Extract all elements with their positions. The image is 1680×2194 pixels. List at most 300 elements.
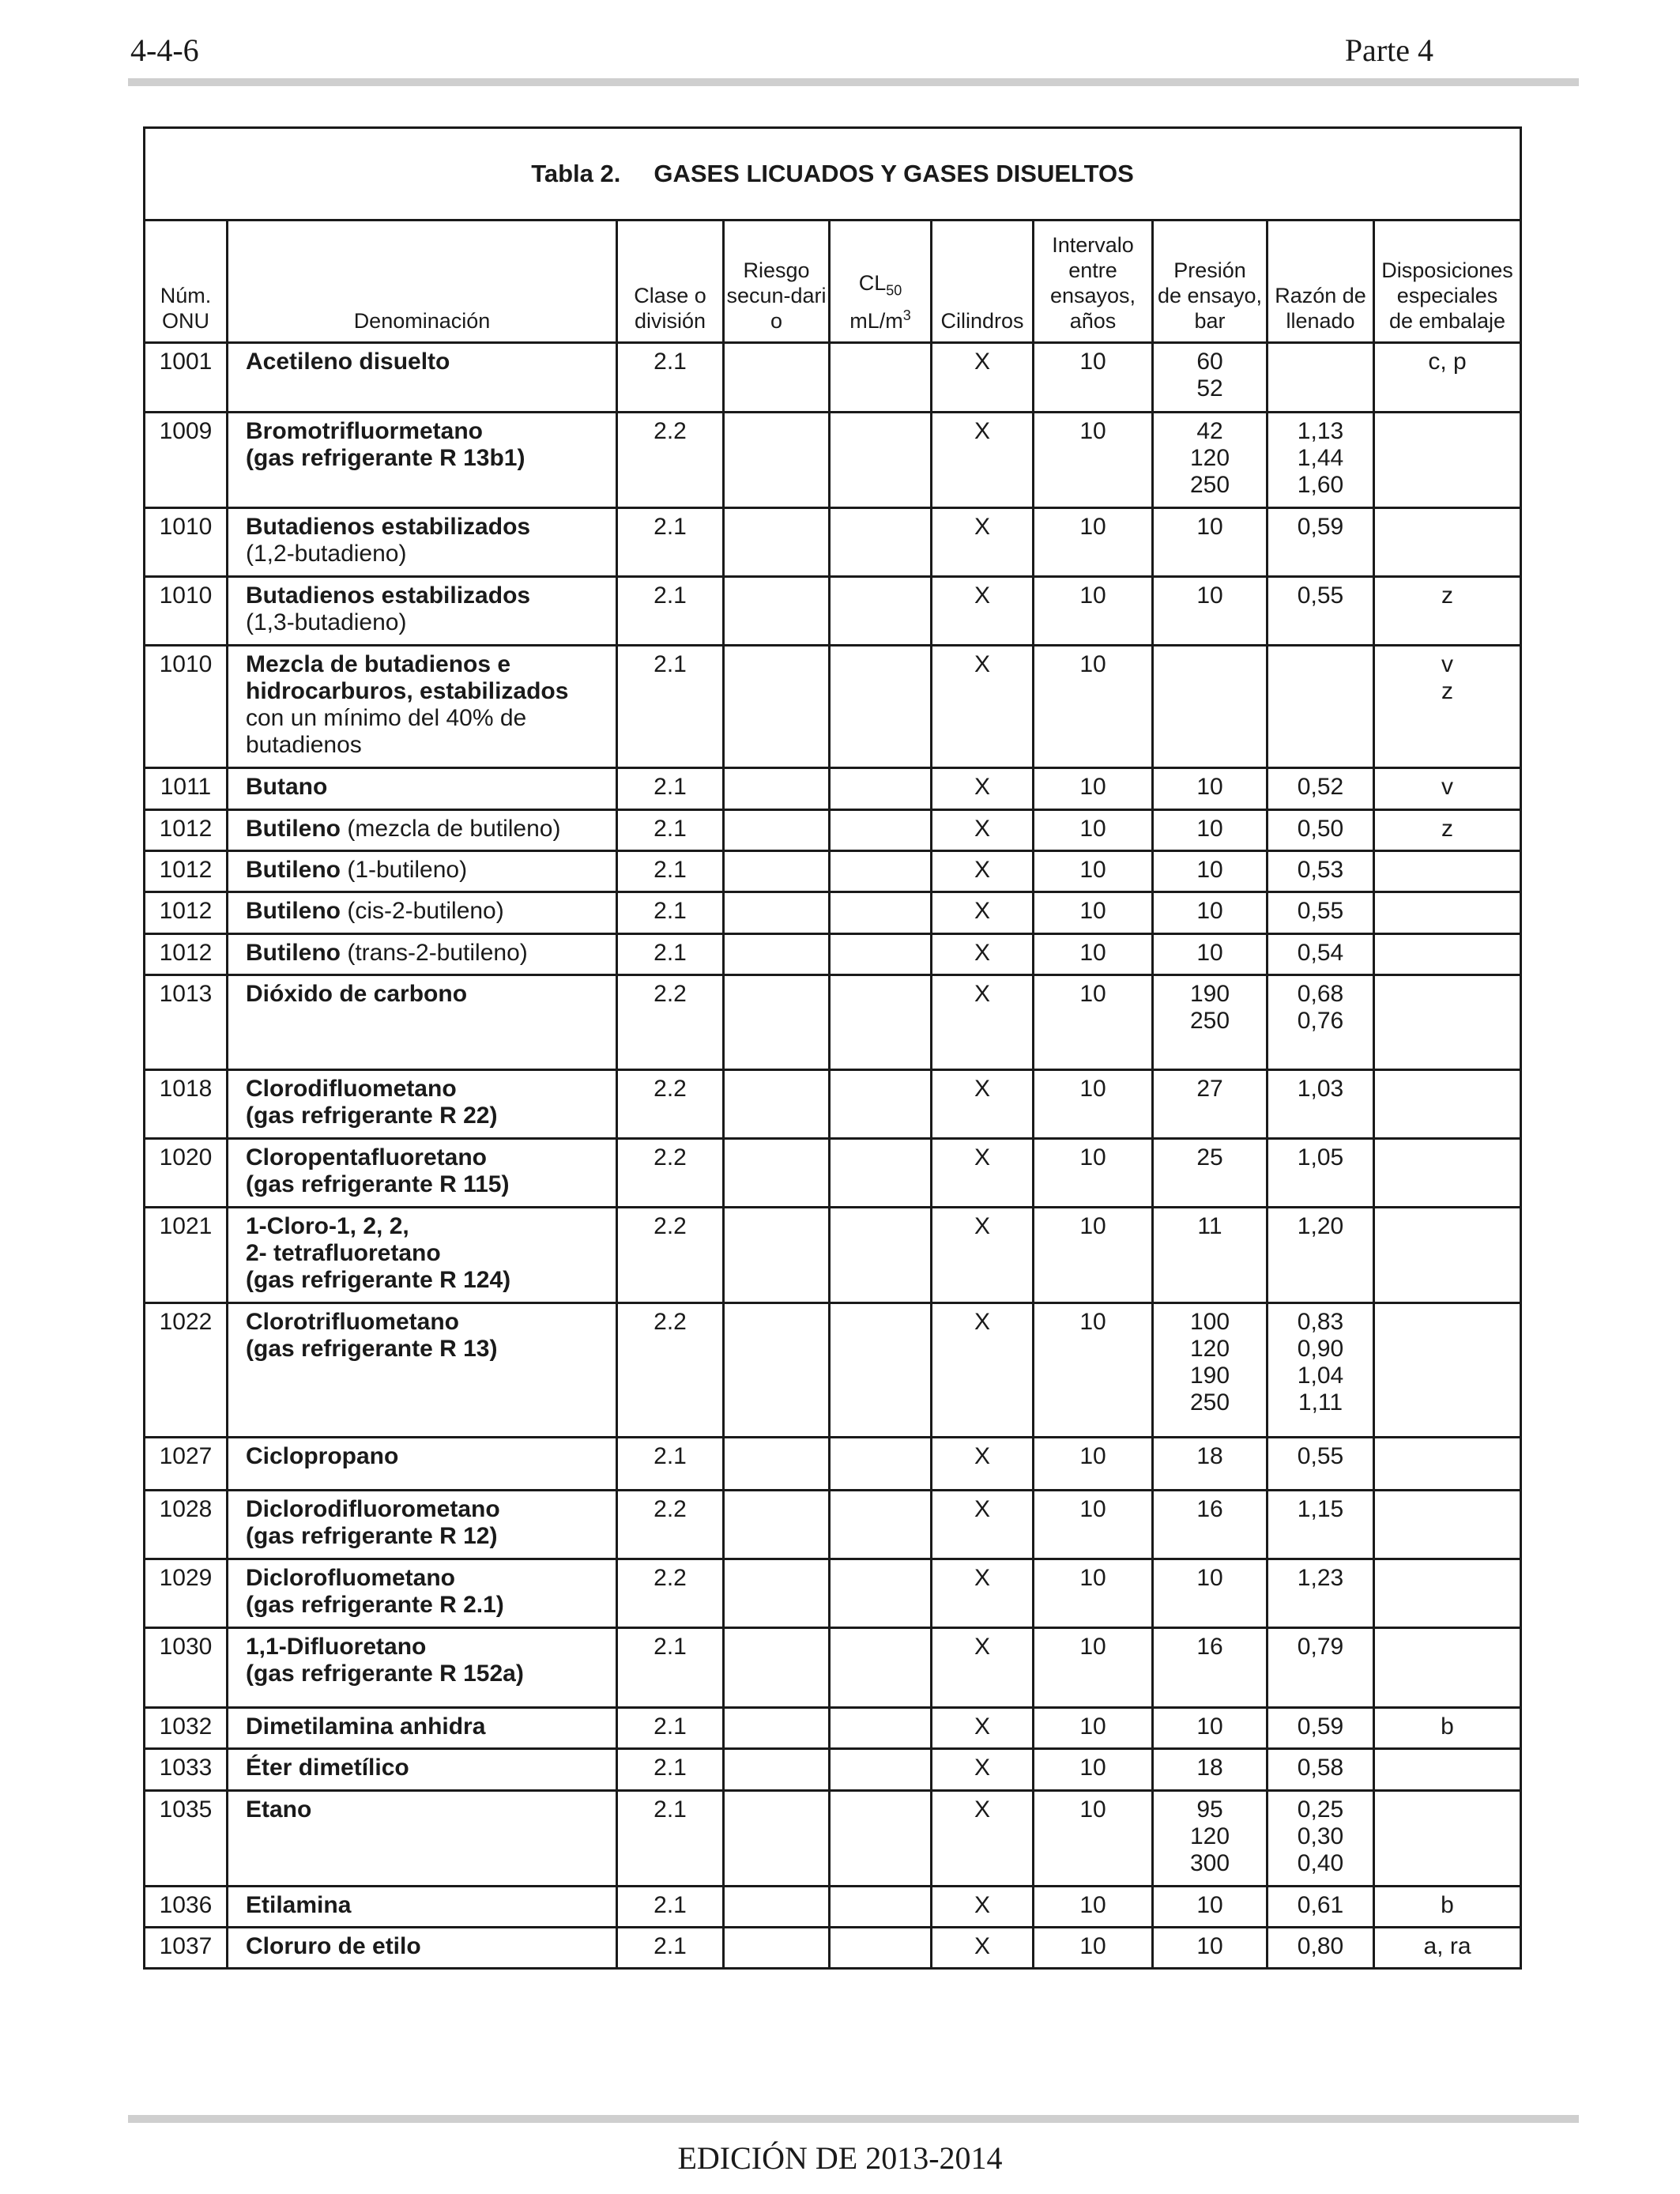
pressure-cell: 25 bbox=[1153, 1139, 1268, 1208]
cl50-cell bbox=[830, 810, 932, 851]
designation-cell bbox=[228, 975, 617, 1070]
col-header-class: Clase o división bbox=[617, 221, 724, 343]
designation-cell bbox=[228, 1628, 617, 1708]
col-header-cl50: $CL_{50}$ $mL/m^3$ bbox=[830, 221, 932, 343]
filling-ratio-cell: 1,23 bbox=[1268, 1559, 1374, 1628]
onu-number-cell: 1010 bbox=[145, 577, 228, 646]
table-title bbox=[145, 128, 1521, 221]
special-provisions-cell bbox=[1374, 1139, 1521, 1208]
pressure-cell: 16 bbox=[1153, 1491, 1268, 1559]
interval-cell: 10 bbox=[1034, 1628, 1153, 1708]
special-provisions-cell bbox=[1374, 1559, 1521, 1628]
designation-line: (gas refrigerante R 13b1) bbox=[246, 445, 525, 471]
class-cell: 2.2 bbox=[617, 1070, 724, 1139]
designation-line: hidrocarburos, estabilizados bbox=[246, 678, 569, 704]
designation-line: Clorotrifluometano bbox=[246, 1309, 459, 1335]
cylinders-cell: X bbox=[932, 1708, 1034, 1749]
col-header-name: Denominación bbox=[228, 221, 617, 343]
cylinders-cell: X bbox=[932, 1928, 1034, 1969]
pressure-cell: 60 52 bbox=[1153, 343, 1268, 413]
cl50-cell bbox=[830, 934, 932, 975]
pressure-cell: 10 bbox=[1153, 1887, 1268, 1928]
cl50-cell bbox=[830, 1208, 932, 1303]
designation-line: Diclorofluometano bbox=[246, 1565, 456, 1591]
pressure-cell: 10 bbox=[1153, 1559, 1268, 1628]
interval-cell: 10 bbox=[1034, 934, 1153, 975]
interval-cell: 10 bbox=[1034, 851, 1153, 892]
interval-cell: 10 bbox=[1034, 768, 1153, 810]
designation-cell bbox=[228, 768, 617, 810]
class-cell: 2.1 bbox=[617, 1438, 724, 1491]
filling-ratio-cell: 0,59 bbox=[1268, 1708, 1374, 1749]
class-cell: 2.1 bbox=[617, 810, 724, 851]
cl50-cell bbox=[830, 1491, 932, 1559]
designation-cell bbox=[228, 892, 617, 934]
designation-cell bbox=[228, 1491, 617, 1559]
class-cell: 2.2 bbox=[617, 413, 724, 508]
designation-cell bbox=[228, 1887, 617, 1928]
onu-number-cell: 1021 bbox=[145, 1208, 228, 1303]
designation-cell bbox=[228, 577, 617, 646]
designation-line: Ciclopropano bbox=[246, 1443, 399, 1469]
table-row bbox=[145, 1303, 1521, 1438]
interval-cell: 10 bbox=[1034, 810, 1153, 851]
designation-line: Éter dimetílico bbox=[246, 1755, 409, 1781]
special-provisions-cell: b bbox=[1374, 1708, 1521, 1749]
cl50-cell bbox=[830, 1887, 932, 1928]
page-number: 4-4-6 bbox=[130, 32, 199, 68]
secondary-risk-cell bbox=[724, 934, 830, 975]
special-provisions-cell bbox=[1374, 1438, 1521, 1491]
designation-cell bbox=[228, 1438, 617, 1491]
table-row bbox=[145, 1887, 1521, 1928]
special-provisions-cell: a, ra bbox=[1374, 1928, 1521, 1969]
table-row bbox=[145, 577, 1521, 646]
filling-ratio-cell: 0,55 bbox=[1268, 1438, 1374, 1491]
cl50-cell bbox=[830, 1628, 932, 1708]
cylinders-cell: X bbox=[932, 1628, 1034, 1708]
special-provisions-cell bbox=[1374, 975, 1521, 1070]
special-provisions-cell: v z bbox=[1374, 646, 1521, 768]
class-cell: 2.1 bbox=[617, 343, 724, 413]
special-provisions-cell bbox=[1374, 1749, 1521, 1791]
secondary-risk-cell bbox=[724, 1928, 830, 1969]
col-header-ratio: Razón de llenado bbox=[1268, 221, 1374, 343]
secondary-risk-cell bbox=[724, 577, 830, 646]
interval-cell: 10 bbox=[1034, 1887, 1153, 1928]
onu-number-cell: 1012 bbox=[145, 892, 228, 934]
onu-number-cell: 1009 bbox=[145, 413, 228, 508]
cylinders-cell: X bbox=[932, 1438, 1034, 1491]
designation-line: Cloropentafluoretano bbox=[246, 1144, 487, 1171]
interval-cell: 10 bbox=[1034, 1749, 1153, 1791]
filling-ratio-cell: 0,52 bbox=[1268, 768, 1374, 810]
cl50-cell bbox=[830, 851, 932, 892]
cl50-cell bbox=[830, 1928, 932, 1969]
pressure-cell: 190 250 bbox=[1153, 975, 1268, 1070]
filling-ratio-cell: 0,61 bbox=[1268, 1887, 1374, 1928]
pressure-cell bbox=[1153, 646, 1268, 768]
onu-number-cell: 1022 bbox=[145, 1303, 228, 1438]
class-cell: 2.1 bbox=[617, 768, 724, 810]
designation-cell bbox=[228, 508, 617, 577]
secondary-risk-cell bbox=[724, 343, 830, 413]
onu-number-cell: 1020 bbox=[145, 1139, 228, 1208]
designation-line: Etilamina bbox=[246, 1892, 352, 1918]
designation-line: Acetileno disuelto bbox=[246, 349, 450, 375]
designation-cell bbox=[228, 1749, 617, 1791]
class-cell: 2.1 bbox=[617, 1791, 724, 1887]
designation-line: Etano bbox=[246, 1796, 312, 1823]
pressure-cell: 42 120 250 bbox=[1153, 413, 1268, 508]
designation-line: 1,1-Difluoretano bbox=[246, 1634, 427, 1660]
filling-ratio-cell: 0,54 bbox=[1268, 934, 1374, 975]
designation-line: (gas refrigerante R 152a) bbox=[246, 1661, 524, 1687]
filling-ratio-cell: 1,13 1,44 1,60 bbox=[1268, 413, 1374, 508]
special-provisions-cell bbox=[1374, 851, 1521, 892]
special-provisions-cell bbox=[1374, 892, 1521, 934]
onu-number-cell: 1012 bbox=[145, 934, 228, 975]
col-header-risk: Riesgo secun-dari o bbox=[724, 221, 830, 343]
cylinders-cell: X bbox=[932, 1559, 1034, 1628]
interval-cell: 10 bbox=[1034, 646, 1153, 768]
onu-number-cell: 1030 bbox=[145, 1628, 228, 1708]
designation-line: Butileno (cis-2-butileno) bbox=[246, 898, 504, 924]
secondary-risk-cell bbox=[724, 1708, 830, 1749]
designation-line: Mezcla de butadienos e bbox=[246, 651, 511, 677]
designation-cell bbox=[228, 810, 617, 851]
cl50-cell bbox=[830, 646, 932, 768]
designation-line: (gas refrigerante R 2.1) bbox=[246, 1592, 504, 1618]
interval-cell: 10 bbox=[1034, 892, 1153, 934]
interval-cell: 10 bbox=[1034, 508, 1153, 577]
table-row bbox=[145, 1070, 1521, 1139]
interval-cell: 10 bbox=[1034, 1559, 1153, 1628]
pressure-cell: 11 bbox=[1153, 1208, 1268, 1303]
filling-ratio-cell: 1,20 bbox=[1268, 1208, 1374, 1303]
designation-cell bbox=[228, 1208, 617, 1303]
cl50-cell bbox=[830, 508, 932, 577]
class-cell: 2.1 bbox=[617, 646, 724, 768]
onu-number-cell: 1027 bbox=[145, 1438, 228, 1491]
designation-cell bbox=[228, 851, 617, 892]
cl50-cell bbox=[830, 413, 932, 508]
designation-line: (gas refrigerante R 115) bbox=[246, 1171, 510, 1197]
cl50-cell bbox=[830, 1791, 932, 1887]
header-rule bbox=[128, 78, 1579, 86]
filling-ratio-cell: 0,50 bbox=[1268, 810, 1374, 851]
edition-footer: EDICIÓN DE 2013-2014 bbox=[677, 2140, 1003, 2176]
onu-number-cell: 1010 bbox=[145, 508, 228, 577]
onu-number-cell: 1029 bbox=[145, 1559, 228, 1628]
footer-rule bbox=[128, 2115, 1579, 2123]
secondary-risk-cell bbox=[724, 508, 830, 577]
col-header-provisions: Disposiciones especiales de embalaje bbox=[1374, 221, 1521, 343]
special-provisions-cell: z bbox=[1374, 810, 1521, 851]
designation-line: 1-Cloro-1, 2, 2, bbox=[246, 1213, 409, 1239]
designation-line: (1,2-butadieno) bbox=[246, 541, 407, 567]
table-row bbox=[145, 810, 1521, 851]
filling-ratio-cell: 0,80 bbox=[1268, 1928, 1374, 1969]
designation-line: Cloruro de etilo bbox=[246, 1933, 421, 1959]
table-title-text: GASES LICUADOS Y GASES DISUELTOS bbox=[654, 160, 1134, 187]
table-row bbox=[145, 1208, 1521, 1303]
special-provisions-cell: b bbox=[1374, 1887, 1521, 1928]
pressure-cell: 10 bbox=[1153, 1708, 1268, 1749]
secondary-risk-cell bbox=[724, 1208, 830, 1303]
special-provisions-cell: c, p bbox=[1374, 343, 1521, 413]
table-row bbox=[145, 1438, 1521, 1491]
table-row bbox=[145, 1791, 1521, 1887]
secondary-risk-cell bbox=[724, 1628, 830, 1708]
designation-line: Diclorodifluorometano bbox=[246, 1496, 500, 1522]
designation-cell bbox=[228, 1708, 617, 1749]
table-row bbox=[145, 975, 1521, 1070]
secondary-risk-cell bbox=[724, 1438, 830, 1491]
designation-line: Butano bbox=[246, 774, 328, 800]
table-title-number: Tabla 2. bbox=[531, 160, 621, 187]
designation-cell bbox=[228, 1928, 617, 1969]
filling-ratio-cell: 1,03 bbox=[1268, 1070, 1374, 1139]
class-cell: 2.1 bbox=[617, 1708, 724, 1749]
interval-cell: 10 bbox=[1034, 1708, 1153, 1749]
class-cell: 2.2 bbox=[617, 975, 724, 1070]
cl50-cell bbox=[830, 1708, 932, 1749]
filling-ratio-cell: 0,83 0,90 1,04 1,11 bbox=[1268, 1303, 1374, 1438]
pressure-cell: 10 bbox=[1153, 810, 1268, 851]
table-row bbox=[145, 1628, 1521, 1708]
cl50-cell bbox=[830, 975, 932, 1070]
cylinders-cell: X bbox=[932, 646, 1034, 768]
class-cell: 2.1 bbox=[617, 934, 724, 975]
designation-line: con un mínimo del 40% de bbox=[246, 705, 527, 731]
designation-cell bbox=[228, 413, 617, 508]
gases-table bbox=[143, 126, 1522, 1970]
secondary-risk-cell bbox=[724, 1887, 830, 1928]
cylinders-cell: X bbox=[932, 1208, 1034, 1303]
pressure-cell: 16 bbox=[1153, 1628, 1268, 1708]
cylinders-cell: X bbox=[932, 577, 1034, 646]
designation-line: (gas refrigerante R 22) bbox=[246, 1103, 498, 1129]
secondary-risk-cell bbox=[724, 1303, 830, 1438]
pressure-cell: 10 bbox=[1153, 934, 1268, 975]
cylinders-cell: X bbox=[932, 1070, 1034, 1139]
pressure-cell: 18 bbox=[1153, 1749, 1268, 1791]
filling-ratio-cell bbox=[1268, 646, 1374, 768]
table-row bbox=[145, 1749, 1521, 1791]
secondary-risk-cell bbox=[724, 768, 830, 810]
class-cell: 2.1 bbox=[617, 1628, 724, 1708]
onu-number-cell: 1010 bbox=[145, 646, 228, 768]
table-row bbox=[145, 413, 1521, 508]
interval-cell: 10 bbox=[1034, 577, 1153, 646]
secondary-risk-cell bbox=[724, 892, 830, 934]
part-label: Parte 4 bbox=[1344, 32, 1433, 68]
interval-cell: 10 bbox=[1034, 1303, 1153, 1438]
filling-ratio-cell: 0,55 bbox=[1268, 577, 1374, 646]
col-header-cylinders: Cilindros bbox=[932, 221, 1034, 343]
table-row bbox=[145, 1491, 1521, 1559]
col-header-pressure: Presión de ensayo, bar bbox=[1153, 221, 1268, 343]
designation-line: Butadienos estabilizados bbox=[246, 514, 531, 540]
designation-line: (gas refrigerante R 13) bbox=[246, 1336, 498, 1362]
cylinders-cell: X bbox=[932, 1139, 1034, 1208]
col-header-interval: Intervalo entre ensayos, años bbox=[1034, 221, 1153, 343]
interval-cell: 10 bbox=[1034, 413, 1153, 508]
table-row bbox=[145, 1928, 1521, 1969]
secondary-risk-cell bbox=[724, 851, 830, 892]
table-row bbox=[145, 1708, 1521, 1749]
class-cell: 2.1 bbox=[617, 1749, 724, 1791]
cylinders-cell: X bbox=[932, 975, 1034, 1070]
designation-cell bbox=[228, 1303, 617, 1438]
filling-ratio-cell: 0,79 bbox=[1268, 1628, 1374, 1708]
filling-ratio-cell: 0,53 bbox=[1268, 851, 1374, 892]
class-cell: 2.2 bbox=[617, 1208, 724, 1303]
cl50-cell bbox=[830, 577, 932, 646]
filling-ratio-cell: 0,25 0,30 0,40 bbox=[1268, 1791, 1374, 1887]
filling-ratio-cell: 0,58 bbox=[1268, 1749, 1374, 1791]
onu-number-cell: 1037 bbox=[145, 1928, 228, 1969]
table-row bbox=[145, 934, 1521, 975]
table-row bbox=[145, 892, 1521, 934]
col-header-onu: Núm. ONU bbox=[145, 221, 228, 343]
designation-line: (1,3-butadieno) bbox=[246, 609, 407, 635]
designation-cell bbox=[228, 1070, 617, 1139]
onu-number-cell: 1035 bbox=[145, 1791, 228, 1887]
cl50-cell bbox=[830, 1438, 932, 1491]
table-row bbox=[145, 646, 1521, 768]
filling-ratio-cell: 0,55 bbox=[1268, 892, 1374, 934]
secondary-risk-cell bbox=[724, 975, 830, 1070]
special-provisions-cell bbox=[1374, 1303, 1521, 1438]
onu-number-cell: 1032 bbox=[145, 1708, 228, 1749]
cl50-cell bbox=[830, 768, 932, 810]
secondary-risk-cell bbox=[724, 1139, 830, 1208]
secondary-risk-cell bbox=[724, 1559, 830, 1628]
interval-cell: 10 bbox=[1034, 1438, 1153, 1491]
cylinders-cell: X bbox=[932, 508, 1034, 577]
cylinders-cell: X bbox=[932, 343, 1034, 413]
class-cell: 2.1 bbox=[617, 851, 724, 892]
special-provisions-cell bbox=[1374, 934, 1521, 975]
cylinders-cell: X bbox=[932, 1303, 1034, 1438]
table-row bbox=[145, 851, 1521, 892]
secondary-risk-cell bbox=[724, 646, 830, 768]
table-row bbox=[145, 343, 1521, 413]
onu-number-cell: 1012 bbox=[145, 810, 228, 851]
secondary-risk-cell bbox=[724, 1491, 830, 1559]
designation-line: butadienos bbox=[246, 732, 362, 758]
pressure-cell: 95 120 300 bbox=[1153, 1791, 1268, 1887]
onu-number-cell: 1013 bbox=[145, 975, 228, 1070]
table-row bbox=[145, 508, 1521, 577]
secondary-risk-cell bbox=[724, 810, 830, 851]
table-row bbox=[145, 768, 1521, 810]
secondary-risk-cell bbox=[724, 1070, 830, 1139]
interval-cell: 10 bbox=[1034, 343, 1153, 413]
cylinders-cell: X bbox=[932, 892, 1034, 934]
cl50-cell bbox=[830, 1139, 932, 1208]
pressure-cell: 10 bbox=[1153, 508, 1268, 577]
designation-cell bbox=[228, 1559, 617, 1628]
interval-cell: 10 bbox=[1034, 1791, 1153, 1887]
onu-number-cell: 1011 bbox=[145, 768, 228, 810]
cylinders-cell: X bbox=[932, 1749, 1034, 1791]
special-provisions-cell: v bbox=[1374, 768, 1521, 810]
special-provisions-cell bbox=[1374, 1208, 1521, 1303]
class-cell: 2.1 bbox=[617, 577, 724, 646]
secondary-risk-cell bbox=[724, 1749, 830, 1791]
class-cell: 2.1 bbox=[617, 1928, 724, 1969]
cylinders-cell: X bbox=[932, 1791, 1034, 1887]
designation-line: Dióxido de carbono bbox=[246, 981, 468, 1007]
pressure-cell: 100 120 190 250 bbox=[1153, 1303, 1268, 1438]
cylinders-cell: X bbox=[932, 934, 1034, 975]
cylinders-cell: X bbox=[932, 1491, 1034, 1559]
cl50-cell bbox=[830, 1303, 932, 1438]
designation-cell bbox=[228, 934, 617, 975]
class-cell: 2.1 bbox=[617, 508, 724, 577]
filling-ratio-cell: 0,59 bbox=[1268, 508, 1374, 577]
pressure-cell: 10 bbox=[1153, 892, 1268, 934]
special-provisions-cell: z bbox=[1374, 577, 1521, 646]
filling-ratio-cell: 1,05 bbox=[1268, 1139, 1374, 1208]
filling-ratio-cell: 0,68 0,76 bbox=[1268, 975, 1374, 1070]
pressure-cell: 27 bbox=[1153, 1070, 1268, 1139]
table-body bbox=[145, 343, 1521, 1969]
interval-cell: 10 bbox=[1034, 1070, 1153, 1139]
special-provisions-cell bbox=[1374, 1491, 1521, 1559]
cylinders-cell: X bbox=[932, 810, 1034, 851]
filling-ratio-cell bbox=[1268, 343, 1374, 413]
interval-cell: 10 bbox=[1034, 1139, 1153, 1208]
designation-cell bbox=[228, 1139, 617, 1208]
pressure-cell: 10 bbox=[1153, 768, 1268, 810]
designation-line: Bromotrifluormetano bbox=[246, 418, 483, 444]
class-cell: 2.1 bbox=[617, 1887, 724, 1928]
special-provisions-cell bbox=[1374, 508, 1521, 577]
onu-number-cell: 1028 bbox=[145, 1491, 228, 1559]
designation-line: Butileno (trans-2-butileno) bbox=[246, 940, 528, 966]
interval-cell: 10 bbox=[1034, 1928, 1153, 1969]
pressure-cell: 18 bbox=[1153, 1438, 1268, 1491]
designation-cell bbox=[228, 343, 617, 413]
class-cell: 2.1 bbox=[617, 892, 724, 934]
cl50-cell bbox=[830, 343, 932, 413]
special-provisions-cell bbox=[1374, 413, 1521, 508]
class-cell: 2.2 bbox=[617, 1303, 724, 1438]
designation-cell bbox=[228, 1791, 617, 1887]
designation-line: (gas refrigerante R 124) bbox=[246, 1267, 511, 1293]
onu-number-cell: 1012 bbox=[145, 851, 228, 892]
cl50-cell bbox=[830, 1749, 932, 1791]
table-row bbox=[145, 1139, 1521, 1208]
cl50-cell bbox=[830, 1559, 932, 1628]
designation-line: Butadienos estabilizados bbox=[246, 582, 531, 609]
secondary-risk-cell bbox=[724, 413, 830, 508]
filling-ratio-cell: 1,15 bbox=[1268, 1491, 1374, 1559]
designation-cell bbox=[228, 646, 617, 768]
cylinders-cell: X bbox=[932, 413, 1034, 508]
designation-line: Clorodifluometano bbox=[246, 1076, 457, 1102]
cylinders-cell: X bbox=[932, 768, 1034, 810]
onu-number-cell: 1001 bbox=[145, 343, 228, 413]
designation-line: Dimetilamina anhidra bbox=[246, 1713, 486, 1740]
class-cell: 2.2 bbox=[617, 1139, 724, 1208]
cl50-cell bbox=[830, 892, 932, 934]
interval-cell: 10 bbox=[1034, 1491, 1153, 1559]
